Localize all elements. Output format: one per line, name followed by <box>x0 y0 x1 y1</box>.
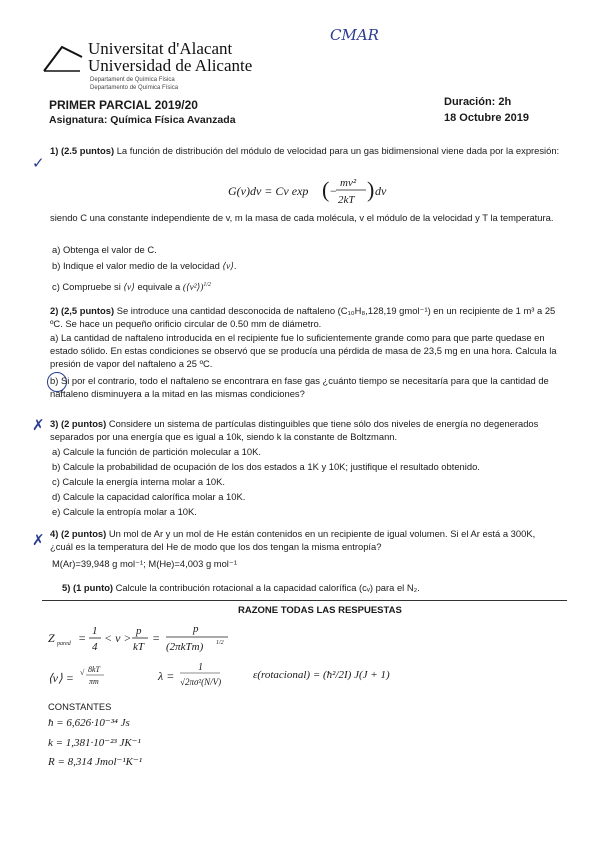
svg-text:−: − <box>330 184 337 198</box>
constant-h: ħ = 6,626·10⁻³⁴ Js <box>48 717 130 729</box>
q3-text: Considere un sistema de partículas distinguibles que tiene sólo dos niveles de energía no degenerados separados por una energía que es igual a 10k, siendo k la constante de Boltzmann. <box>50 418 539 442</box>
check-mark-icon: ✗ <box>32 531 45 549</box>
q1-part-c-prefix: c) Compruebe si <box>52 281 121 293</box>
department-es: Departamento de Química Física <box>90 85 179 91</box>
q1-part-a: a) Obtenga el valor de C. <box>52 244 157 255</box>
q2-points: (2,5 puntos) <box>60 305 115 316</box>
svg-text:⟨v⟩ =: ⟨v⟩ = <box>48 671 74 685</box>
svg-text:1: 1 <box>92 625 98 637</box>
q1-mean-velocity-symbol: ⟨v⟩ <box>222 262 234 272</box>
q3-number: 3) <box>50 418 59 429</box>
svg-text:Z: Z <box>48 631 55 645</box>
q4-masses: M(Ar)=39,948 g mol⁻¹; M(He)=4,003 g mol⁻¹ <box>52 558 237 569</box>
formula-sheet <box>48 620 528 702</box>
q1-number: 1) <box>50 145 59 156</box>
svg-text:πm: πm <box>89 677 99 686</box>
svg-text:kT: kT <box>133 641 144 653</box>
exam-duration: Duración: 2h <box>444 96 512 108</box>
handwritten-note: CMAR <box>330 26 379 44</box>
svg-text:4: 4 <box>92 641 98 653</box>
university-logo-icon <box>42 43 84 73</box>
exam-subject: Asignatura: Química Física Avanzada <box>49 114 236 126</box>
q1-part-c-mid: equivale a <box>137 281 181 293</box>
q5-points: (1 punto) <box>72 582 114 593</box>
svg-text:8kT: 8kT <box>88 665 100 674</box>
constant-R: R = 8,314 Jmol⁻¹K⁻¹ <box>48 756 143 768</box>
q3-part-e: e) Calcule la entropía molar a 10K. <box>52 506 197 517</box>
svg-text:1/2: 1/2 <box>216 640 224 646</box>
question-1 <box>50 144 560 157</box>
q3-part-a: a) Calcule la función de partición molecular a 10K. <box>52 446 261 457</box>
reason-all-answers: RAZONE TODAS LAS RESPUESTAS <box>238 605 402 616</box>
svg-text:√2πσ²(N/V): √2πσ²(N/V) <box>180 677 222 687</box>
svg-text:=: = <box>78 631 87 645</box>
svg-text:): ) <box>367 177 375 202</box>
svg-text:p: p <box>136 625 142 637</box>
question-2 <box>50 304 560 330</box>
q1-part-b-text: b) Indique el valor medio de la velocidad <box>52 260 220 271</box>
svg-text:dv: dv <box>375 184 387 198</box>
q1-distribution-formula <box>228 172 388 210</box>
q4-text: Un mol de Ar y un mol de He están contenidos en un recipiente de igual volumen. Si el Ar está a 300K, ¿cuál es la temperatura del He de modo que los dos tengan la misma entropía? <box>50 528 536 552</box>
svg-text:2kT: 2kT <box>338 194 355 206</box>
q4-points: (2 puntos) <box>60 528 107 539</box>
question-5 <box>62 581 562 594</box>
divider <box>42 600 567 601</box>
q3-part-d: d) Calcule la capacidad calorífica molar a 10K. <box>52 491 246 502</box>
svg-text:mv²: mv² <box>340 177 357 189</box>
department-ca: Departament de Química Física <box>90 77 175 83</box>
q2-text: Se introduce una cantidad desconocida de naftaleno (C₁₀H₈,128,19 gmol⁻¹) en un recipiente de 1 m³ a 25 ºC. Se hace un pequeño orificio circular de 0.50 mm de diámetro. <box>50 305 556 329</box>
check-mark-icon: ✓ <box>32 154 45 172</box>
q1-text: La función de distribución del módulo de velocidad para un gas bidimensional viene dada por la expresión: <box>116 145 560 156</box>
constants-title: CONSTANTES <box>48 701 112 712</box>
svg-text:λ =: λ = <box>158 669 175 683</box>
svg-text:=: = <box>152 631 161 645</box>
q2-part-a: a) La cantidad de naftaleno introducida en el recipiente fue lo suficientemente grande como para que parte quedase en estado sólido. En estas condiciones se observó que se producía una pérdida de masa de 23,5 mg en una hora. Calcula la presión de vapor del naftaleno a 25 ºC. <box>50 332 557 369</box>
q4-number: 4) <box>50 528 59 539</box>
exam-date: 18 Octubre 2019 <box>444 112 529 124</box>
svg-text:1: 1 <box>198 662 203 673</box>
q2-number: 2) <box>50 305 59 316</box>
svg-text:√: √ <box>80 668 85 677</box>
q5-number: 5) <box>62 582 71 593</box>
svg-text:< v >: < v > <box>104 631 132 645</box>
q1-mean-v-symbol: ⟨v⟩ <box>123 283 135 294</box>
question-3 <box>50 417 560 443</box>
svg-text:G(v)dv = Cv exp: G(v)dv = Cv exp <box>228 184 309 198</box>
q2-part-b: b) Si por el contrario, todo el naftaleno se encontrara en fase gas ¿cuánto tiempo se necesitaría para que la cantidad de naftaleno disminuyera a la mitad en las mismas condiciones? <box>50 375 549 399</box>
svg-text:p: p <box>193 623 199 635</box>
check-mark-icon: ✗ <box>32 416 45 434</box>
q3-part-b: b) Calcule la probabilidad de ocupación de los dos estados a 1K y 10K; justifique el resultado obtenido. <box>52 461 480 472</box>
constant-k: k = 1,381·10⁻²³ JK⁻¹ <box>48 737 141 749</box>
q1-description: siendo C una constante independiente de v, m la masa de cada molécula, v el módulo de la velocidad y T la temperatura. <box>50 212 554 223</box>
svg-text:pared: pared <box>57 641 71 647</box>
q1-points: (2.5 puntos) <box>60 145 115 156</box>
svg-text:(: ( <box>322 177 330 202</box>
question-4 <box>50 527 560 553</box>
q3-points: (2 puntos) <box>60 418 107 429</box>
exam-title: PRIMER PARCIAL 2019/20 <box>49 98 198 112</box>
svg-text:(2πkTm): (2πkTm) <box>166 641 204 653</box>
svg-text:ε(rotacional) = (ħ²/2I) J(J +: ε(rotacional) = (ħ²/2I) J(J + 1) <box>253 669 390 681</box>
university-name-ca: Universitat d'Alacant <box>88 39 233 58</box>
q1-part-b: b) Indique el valor medio de la velocidad ⟨v⟩. <box>52 260 237 272</box>
q5-text: Calcule la contribución rotacional a la capacidad calorífica (cᵥ) para el N₂. <box>115 582 420 593</box>
q3-part-c: c) Calcule la energía interna molar a 10K. <box>52 476 226 487</box>
university-name-es: Universidad de Alicante <box>88 56 253 75</box>
q1-rms-velocity-symbol: (⟨v²⟩)$^{1/2}$ <box>182 282 212 294</box>
q1-part-c <box>52 279 211 295</box>
